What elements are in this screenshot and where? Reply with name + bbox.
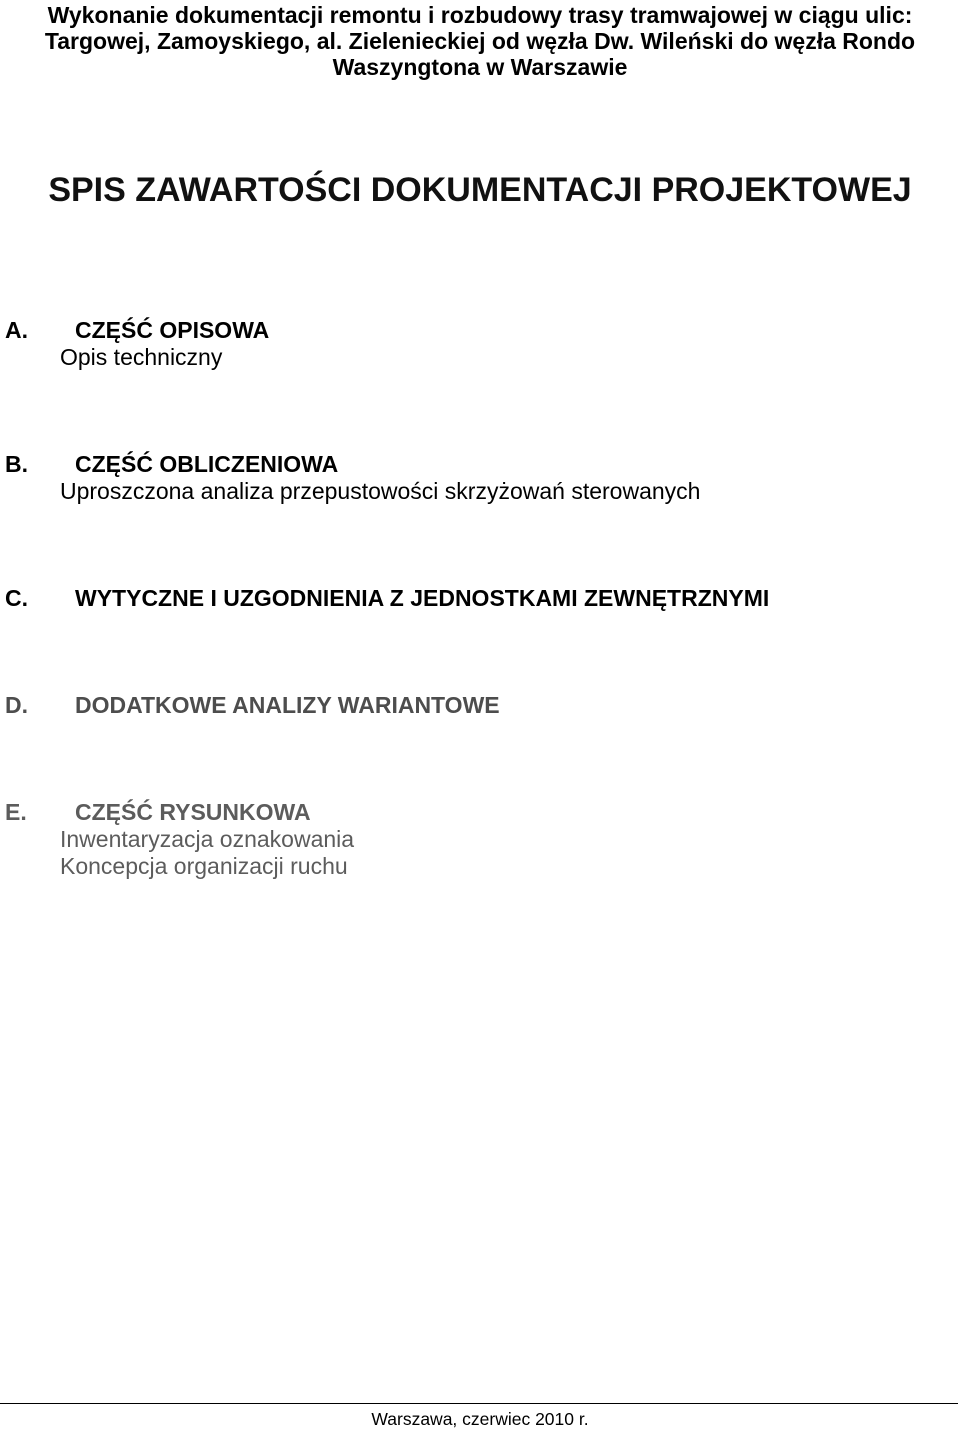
- document-header-line: Waszyngtona w Warszawie: [332, 54, 628, 80]
- section-heading: CZĘŚĆ OBLICZENIOWA: [75, 451, 339, 477]
- section-heading: DODATKOWE ANALIZY WARIANTOWE: [75, 692, 500, 718]
- section-item: Uproszczona analiza przepustowości skrzyżowań sterowanych: [60, 478, 701, 504]
- section-heading: WYTYCZNE I UZGODNIENIA Z JEDNOSTKAMI ZEWNĘTRZNYMI: [75, 585, 770, 611]
- section-b: [0, 451, 960, 505]
- section-heading-row: [0, 692, 960, 719]
- footer-rule: [0, 1403, 958, 1404]
- section-heading-row: [0, 799, 960, 826]
- section-letter: A.: [5, 317, 28, 343]
- document-title: SPIS ZAWARTOŚCI DOKUMENTACJI PROJEKTOWEJ: [48, 171, 912, 209]
- section-letter: E.: [5, 799, 27, 825]
- section-item: Koncepcja organizacji ruchu: [60, 853, 348, 879]
- section-heading: CZĘŚĆ OPISOWA: [75, 317, 270, 343]
- section-letter: C.: [5, 585, 28, 611]
- section-heading-row: [0, 585, 960, 612]
- section-letter: D.: [5, 692, 28, 718]
- section-heading: CZĘŚĆ RYSUNKOWA: [75, 799, 311, 825]
- section-heading-row: [0, 317, 960, 344]
- document-header-line: Targowej, Zamoyskiego, al. Zielenieckiej od węzła Dw. Wileński do węzła Rondo: [44, 28, 916, 54]
- document-header-line: Wykonanie dokumentacji remontu i rozbudowy trasy tramwajowej w ciągu ulic:: [47, 2, 913, 28]
- section-item: Inwentaryzacja oznakowania: [60, 826, 355, 852]
- section-letter: B.: [5, 451, 28, 477]
- section-item: Opis techniczny: [60, 344, 223, 370]
- section-a: [0, 317, 960, 371]
- section-e: [0, 799, 960, 880]
- section-d: [0, 692, 960, 719]
- footer-place-date: Warszawa, czerwiec 2010 r.: [371, 1409, 589, 1429]
- section-heading-row: [0, 451, 960, 478]
- section-c: [0, 585, 960, 612]
